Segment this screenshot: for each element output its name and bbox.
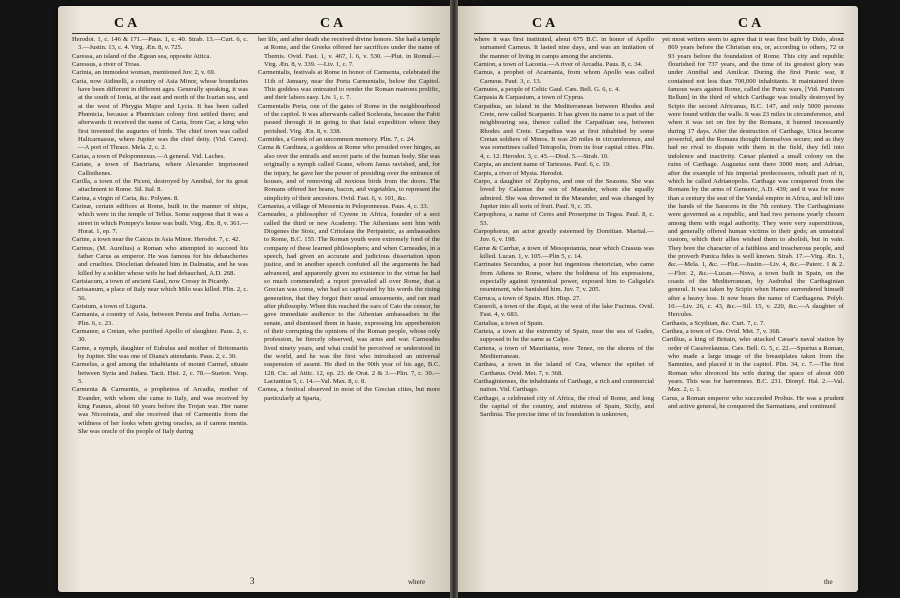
right-column-2 [662,36,844,584]
left-column-2 [258,36,440,584]
dictionary-entry: Carnea, a festival observed in most of the Grecian cities, but more particularly at Sparta, [258,386,440,402]
dictionary-entry: Carmides, a Greek of an uncommon memory. Plin. 7, c. 24. [258,136,416,144]
dictionary-entry: Carinæ, certain edifices at Rome, built in the manner of ships, which were in the temple of Tellus. Some suppose that it was a street in which Pompey's house was built. Virg. Æn. 8, v. 361.—Horat. 1, ep. 7. [72,202,248,235]
right-header-left: CA [532,16,559,31]
dictionary-entry: Herodot. 1, c. 146 & 171.—Paus. 1, c. 40. Strab. 13.—Curt. 6, c. 3.—Justin. 13, c. 4. Virg. Æn. 8, v. 725. [72,36,248,52]
dictionary-entry: Carisiacum, a town of ancient Gaul, now Cressy in Picardy. [72,277,230,285]
dictionary-entry: Carmenta & Carmentis, a prophetess of Arcadia, mother of Evander, with whom she came to Italy, and was received by king Faunus, about 60 years before the Trojan war. Her name was Nicostrata, and she received that of Carmentis from the wildness of her looks when giving oracles, as if carens mentis. She was oracle of the people of Italy during [72,386,248,436]
dictionary-entry: Carus, a Roman emperor who succeeded Probus. He was a prudent and active general, he conquered the Sarmatians, and continued [662,394,844,411]
left-page [58,6,452,592]
dictionary-entry: Carpophora, a name of Ceres and Proserpine in Tegea. Pauf. 8, c. 53. [474,211,654,227]
dictionary-entry: Cartalias, a town of Spain. [474,319,544,327]
dictionary-entry: Carthæa, a town in the island of Cea, whence the epithet of Carthæus. Ovid. Met. 7, v. 368. [474,361,654,377]
dictionary-entry: Carthasis, a Scythian, &c. Curt. 7, c. 7. [662,319,765,327]
dictionary-entry: Carruca, a town of Spain. Hirt. Hisp. 27. [474,294,581,302]
dictionary-entry: Caressus, a river of Troas. [72,61,141,69]
dictionary-entry: Carinia, an immodest woman, mentioned Juv. 2, v. 69. [72,69,216,77]
dictionary-entry: Cartilius, a king of Britain, who attacked Cæsar's naval station by order of Cassivelaunus. Cæs. Bell. G. 5, c. 22.—Spurius a Roman, who made a large image of the breastplates taken from the Samnites, and placed it in the capitol. Plin. 34, c. 7.—The first Roman who divorced his wife during the space of about 600 years. This was for barrenness. B.C. 231. Dionyf. Hal. 2.—Val. Max. 2, c. 1. [662,336,844,394]
header-rule [474,33,844,34]
dictionary-entry: Carina, a virgin of Caria, &c. Polyæn. 8. [72,194,179,202]
page-number: 3 [250,576,255,586]
right-page [456,6,858,592]
dictionary-entry: Carrinates Secundus, a poor but ingenious rhetorician, who came from Athens to Rome, where the boldness of his expressions, especially against tyrannical power, exposed him to Caligula's resentment, who banished him. Juv. 7, v. 205. [474,261,654,294]
open-book [58,0,858,598]
dictionary-entry: Carpo, a daughter of Zephyrus, and one of the Seasons. She was loved by Calamus the son of Mæander, whom she equally admired. She was drowned in the Mæander, and was changed by Jupiter into all sorts of fruit. Pauf. 9, c. 35. [474,177,654,210]
dictionary-entry: Carna & Cardinea, a goddess at Rome who presided over hinges, as also over the entrails and secret parts of the human body. She was originally a nymph called Grane, whom Janus ravished, and, for the injury, he gave her the power of presiding over the entrance of houses, and of removing all noxious birds from the doors. The Romans offered her beans, bacon, and vegetables, to represent the simplicity of their ancestors. Ovid. Fast. 6, v. 101, &c. [258,144,440,202]
dictionary-entry: Carmentalis, festivals at Rome in honor of Carmenta, celebrated the 11th of January, near the Porta Carmentalis, below the Capitol. This goddess was entreated to render the Roman matrons prolific, and their labors easy. Liv. 1, c. 7. [258,69,440,102]
catchword: where [408,578,426,586]
dictionary-entry: Caressa, an island of the Ægean sea, opposite Attica. [72,52,211,60]
dictionary-entry: Carpathus, an island in the Mediterranean between Rhodes and Crete, now called Scarpanto. It has given its name to a part of the neighbouring sea, thence called the Carpathian sea, between Rhodes and Crete. Carpathus was at first inhabited by some Cretan soldiers of Minos. It was 20 miles in circumference, and was sometimes called Tetrapolis, from its four capital cities. Plin. 4, c. 12. Herodot. 3, c. 45.—Diod. 5.—Strab. 10. [474,102,654,160]
header-rule [72,33,440,34]
right-header-right: CA [738,16,765,31]
dictionary-entry: her life, and after death she received divine honors. She had a temple at Rome, and the Greeks offered her sacrifices under the name of Themis. Ovid. Fast. 1, v. 467, l. 6, v. 530. —Plut. in Romul.—Virg. Æn. 8, v. 339. —Liv. 1, c. 7. [258,36,440,69]
catchword: the [824,578,833,586]
dictionary-entry: Carpis, a river of Mysia. Herodot. [474,169,564,177]
dictionary-entry: Carpasia & Carpasium, a town of Cyprus. [474,94,585,102]
dictionary-entry: Carmanor, a Cretan, who purified Apollo of slaughter. Paus. 2, c. 30. [72,328,248,344]
dictionary-entry: Carnutes, a people of Celtic Gaul. Cæs. Bell. G. 6, c. 4. [474,86,620,94]
dictionary-entry: Caristum, a town of Liguria. [72,303,148,310]
dictionary-entry: Carthea, a town of Cos. Ovid. Met. 7, v. 368. [662,328,781,336]
dictionary-entry: Carmentalis Porta, one of the gates of Rome in the neighbourhood of the capitol. It was afterwards called Scelerata, because the Fabii passed through it in going to that fatal expedition where they perished. Virg. Æn. 8, v. 338. [258,102,440,135]
dictionary-entry: Carthago, a celebrated city of Africa, the rival of Rome, and long the capital of the country, and mistress of Spain, Sicily, and Sardinia. The precise time of its foundation is unknown, [474,394,654,419]
dictionary-entry: Carpia, an ancient name of Tartessus. Pauf. 6, c. 19. [474,161,611,169]
dictionary-entry: Cariate, a town of Bactriana, where Alexander imprisoned Callisthenes. [72,161,248,177]
dictionary-entry: Caria, now Aidinelli, a country of Asia Minor, whose boundaries have been different in different ages. Generally speaking, it was at the south of Ionia, at the east and north of the Icarian sea, and at the west of Phrygia Major and Lycia. It has been called Phœnicia, because a Phœnician colony first settled there; and afterwards it received the name of Caria, from Car, a king who first invented the auguries of birds. The chief town was called Halicarnassus, where Jupiter was the chief deity. (Vid. Cares).—A port of Thrace. Mela. 2, c. 2. [72,77,248,152]
dictionary-entry: Carteia, a town at the extremity of Spain, near the sea of Gades, supposed to be the same as Calpe. [474,328,654,344]
dictionary-entry: where it was first instituted, about 675 B.C. in honor of Apollo surnamed Carneus. It lasted nine days, and was an imitation of the manner of living in camps among the ancients. [474,36,654,60]
book-gutter [450,0,458,598]
dictionary-entry: Carnion, a town of Laconia.—A river of Arcadia. Paus. 8, c. 34. [474,61,643,69]
dictionary-entry: Carpophorus, an actor greatly esteemed by Domitian. Martial.—Juv. 6, v. 198. [474,227,654,244]
dictionary-entry: Carthaginienses, the inhabitants of Carthage, a rich and commercial nation. Vid. Carthago. [474,378,654,394]
dictionary-entry: Carmelus, a god among the inhabitants of mount Carmel, situate between Syria and Judæa. Tacit. Hist. 2, c. 78.—Sueton. Vesp. 5. [72,361,248,386]
dictionary-entry: Carilla, a town of the Piceni, destroyed by Annibal, for its great attachment to Rome. Sil. Ital. 8. [72,177,248,194]
dictionary-entry: Carmania, a country of Asia, between Persia and India. Arrian.—Plin. 6, c. 23. [72,311,248,327]
dictionary-entry: Carias, a town of Peloponnesus.—A general. Vid. Laches. [72,152,225,160]
dictionary-entry: Carissanum, a place of Italy near which Milo was killed. Plin. 2, c. 56. [72,286,248,302]
dictionary-entry: Cartena, a town of Mauritania, now Tenez, on the shores of the Mediterranean. [474,344,654,361]
dictionary-entry: Carinus, (M. Aurelius) a Roman who attempted to succeed his father Carus as emperor. He was famous for his debaucheries and cruelties. Diocletian defeated him in Dalmatia, and he was killed by a soldier whose wife he had debauched, A.D. 268. [72,244,248,277]
right-column-1 [474,36,654,584]
left-header-right: CA [320,16,347,31]
dictionary-entry: Carme, a nymph, daughter of Eubulus and mother of Britomartis by Jupiter. She was one of Diana's attendants. Paus. 2, c. 30. [72,344,248,361]
left-header-left: CA [114,16,141,31]
dictionary-entry: Carneades, a philosopher of Cyrene in Africa, founder of a sect called the third or new Academy. The Athenians sent him with Diogenes the Stoic, and Critolaus the Peripatetic, as ambassadors to Rome, B.C. 155. The Roman youth were extremely fond of the company of these learned philosophers; and when Carneades, in a speech, had given an accurate and judicious dissertation upon justice, and in another speech confuted all the arguments he had advanced, and apparently given no existence to the virtue he had so much commended; a report prevailed all over Rome, that a Grecian was come, who had so captivated by his words the rising generation, that they forgot their usual amusements, and ran mad after philosophy. When this reached the ears of Cato the censor, he gave immediate audience to the Athenian ambassadors in the senate, and dismissed them in haste, expressing his apprehension of their corrupting the opinions of the Roman people, whose only profession, he fiercely observed, was arms and war. Carneades lived ninety years, and what could be perceived or understood in the world, and he was the first who introduced an universal suspension of assent. He died in the 90th year of his age, B.C. 128. Cic. ad Attic. 12, ep. 23. de Orat. 2 & 3.—Plin. 7, c. 30.—Lactantius 5, c. 14.—Val. Max. 8, c. 8. [258,211,440,386]
dictionary-entry: Carine, a town near the Caicus in Asia Minor. Herodot. 7, c. 42. [72,236,241,244]
dictionary-entry: Carnasius, a village of Messenia in Peloponnesus. Paus. 4, c. 33. [258,202,429,210]
dictionary-entry: yet most writers seem to agree that it was first built by Dido, about 869 years before the Christian era, or, according to others, 72 or 93 years before the foundation of Rome. This city and republic flourished for 737 years, and the time of its greatest glory was under Annibal and Amilcar. During the first Punic war, it contained not less than 700,000 inhabitants. It maintained three famous wars against Rome, called the Punic wars, [Vid. Punicum Bellum] in the third of which Carthage was totally destroyed by Scipio the second Africanus, B.C. 147, and only 5000 persons were found within the walls. It was 23 miles in circumference, and when it was set on fire by the Romans, it burned incessantly during 17 days. After the destruction of Carthage, Utica became powerful, and the Romans thought themselves secure; and as they had no rival to dispute with them in the field, they fell into indolence and inactivity. Cæsar planted a small colony on the ruins of Carthage. Augustus sent there 3000 men; and Adrian, after the example of his imperial predecessors, rebuilt part of it, which he called Adrianopolis. Carthage was conquered from the Romans by the arms of Genseric, A.D. 439; and it was for more than a century the seat of the Vandal empire in Africa, and fell into the hands of the Saracens in the 7th century. The Carthaginians were governed as a republic, and had two persons yearly chosen among them with regal authority. They were very superstitious, and generally offered human victims to their gods; an unnatural custom, which their allies wished them to abolish, but in vain. They bore the character of a faithless and treacherous people, and the proverb Punica fides is well known. Strab. 17.—Virg. Æn. 1, &c.—Mela. 1, &c. —Flut.—Justin.—Liv. 4, &c.—Paterc. 1 & 2.—Flor. 2, &c.—Lucan.—Nova, a town built in Spain, on the coasts of the Mediterranean, by Asdrubal the Carthaginian general. It was taken by Scipio when Hanno surrendered himself after a heavy loss. It now bears the name of Carthagena. Polyb. 10.—Liv. 26, c. 43, &c.—Sil. 15, v. 220, &c.—A daughter of Hercules. [662,36,844,319]
dictionary-entry: Carseoli, a town of the Æqui, at the west of the lake Fucinus. Ovid. Fast. 4, v. 683. [474,303,654,319]
dictionary-entry: Carnus, a prophet of Acarnania, from whom Apollo was called Carneus. Pauf. 3, c. 13. [474,69,654,85]
left-column-1 [72,36,248,584]
dictionary-entry: Carræ & Carrhæ, a town of Mesopotamia, near which Crassus was killed. Lucan. 1, v. 105.—Plin 5, c. 14. [474,244,654,260]
